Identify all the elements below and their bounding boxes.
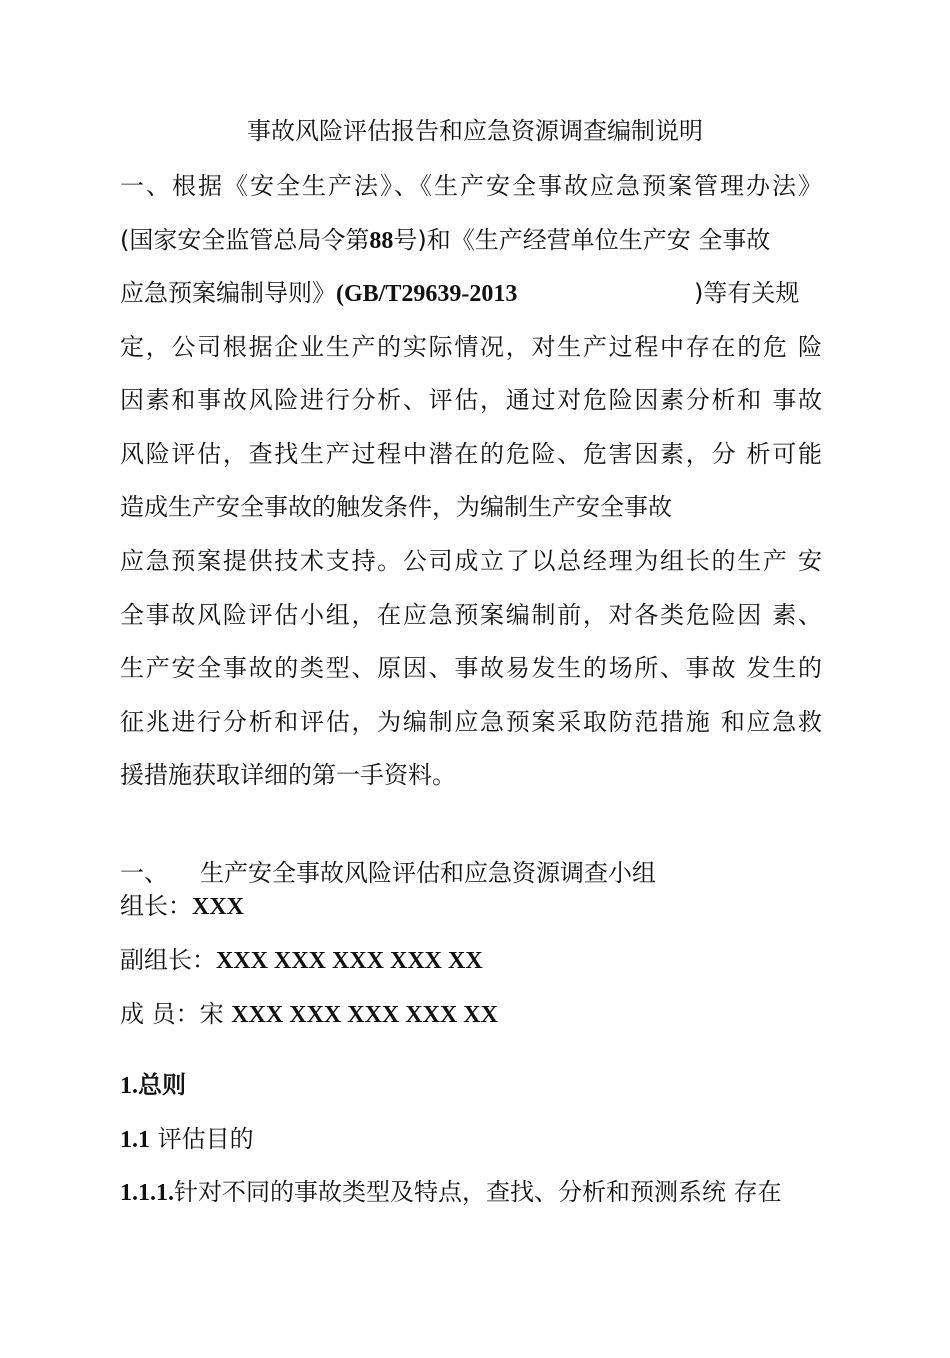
para1-line-2 xyxy=(120,225,822,256)
para1-line-2-text-b: 号)和《生产经营单位生产安 全事故 xyxy=(393,226,771,254)
leader-label: 组长： xyxy=(120,892,192,920)
item-number: 1.1.1. xyxy=(120,1180,174,1206)
member-label: 成 员：宋 xyxy=(120,1000,232,1028)
section2-number: 一、 xyxy=(120,859,168,887)
document-title: 事故风险评估报告和应急资源调查编制说明 xyxy=(247,117,703,145)
section2-heading: 生产安全事故风险评估和应急资源调查小组 xyxy=(200,859,656,887)
subsection-text: 评估目的 xyxy=(150,1125,254,1153)
general-heading xyxy=(120,1070,822,1101)
item-text: 针对不同的事故类型及特点，查找、分析和预测系统 存在 xyxy=(174,1178,782,1206)
para1-line-4: 定，公司根据企业生产的实际情况，对生产过程中存在的危 险 xyxy=(120,333,822,361)
section2-heading-line xyxy=(120,858,822,888)
general-heading-text: 总则 xyxy=(138,1071,186,1099)
para1-line-9: 全事故风险评估小组，在应急预案编制前，对各类危险因 素、 xyxy=(120,601,822,629)
general-heading-number: 1. xyxy=(120,1073,138,1099)
para1-line-10: 生产安全事故的类型、原因、事故易发生的场所、事故 发生的 xyxy=(120,654,822,682)
subsection-number: 1.1 xyxy=(120,1127,150,1153)
item-line xyxy=(120,1177,822,1208)
decree-number: 88 xyxy=(369,228,394,254)
deputy-value: XXX XXX XXX XXX XX xyxy=(216,948,483,974)
para1-line-6: 风险评估，查找生产过程中潜在的危险、危害因素，分 析可能 xyxy=(120,440,822,468)
para1-line-2-text-a: (国家安全监管总局令第 xyxy=(120,226,370,254)
leader-value: XXX xyxy=(192,894,244,920)
para1-line-8: 应急预案提供技术支持。公司成立了以总经理为组长的生产 安 xyxy=(120,547,822,575)
para1-line-11: 征兆进行分析和评估，为编制应急预案采取防范措施 和应急救 xyxy=(120,708,822,736)
para1-line-1: 一、根据《安全生产法》、《生产安全事故应急预案管理办法》 xyxy=(120,172,822,200)
para1-line-12: 援措施获取详细的第一手资料。 xyxy=(120,761,456,789)
para1-line-3-text-a: 应急预案编制导则》 xyxy=(120,279,336,307)
para1-line-7: 造成生产安全事故的触发条件，为编制生产安全事故 xyxy=(120,493,672,521)
subsection-heading xyxy=(120,1124,822,1155)
member-line xyxy=(120,999,822,1030)
member-value: XXX XXX XXX XXX XX xyxy=(231,1002,498,1028)
leader-line xyxy=(120,891,822,922)
deputy-label: 副组长： xyxy=(120,946,216,974)
standard-code: (GB/T29639-2013 xyxy=(336,281,518,307)
para1-line-3 xyxy=(120,278,822,309)
para1-line-3-text-b: )等有关规 xyxy=(694,279,800,307)
deputy-line xyxy=(120,945,822,976)
para1-line-5: 因素和事故风险进行分析、评估，通过对危险因素分析和 事故 xyxy=(120,386,822,414)
